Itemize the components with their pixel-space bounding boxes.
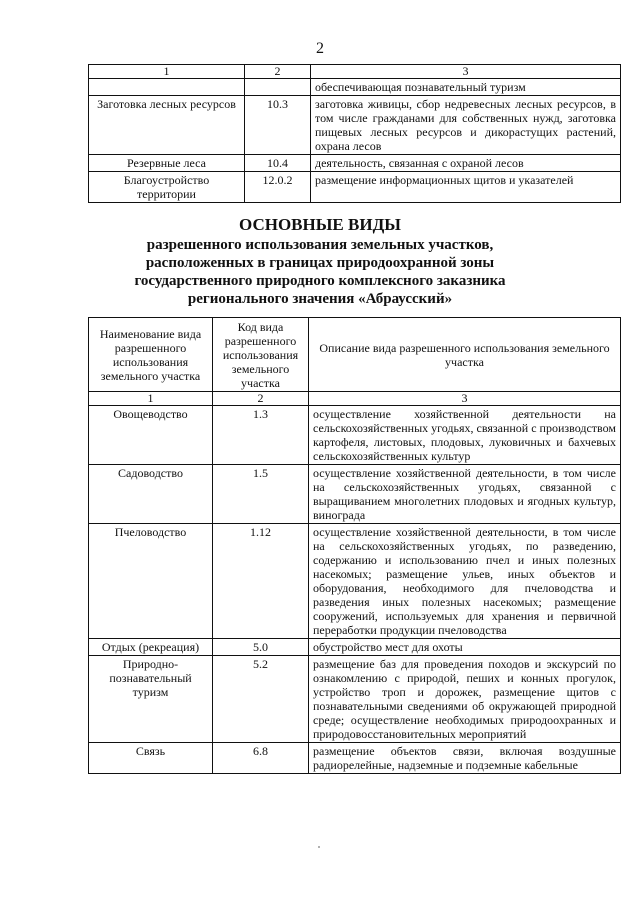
use-description: размещение баз для проведения походов и экскурсий по ознакомлению с природой, пеших и конных прогулок, устройство троп и дорожек, размещение щитов с познавательными сведениями об окружающей природной среде; осуществление необходимых природоохранных и природовосстановительных мероприятий (309, 656, 621, 743)
use-description: размещение объектов связи, включая воздушные радиорелейные, надземные и подземные кабельные (309, 743, 621, 774)
heading-line: разрешенного использования земельных участков, (146, 237, 494, 253)
use-code: 5.2 (213, 656, 309, 743)
use-description: обустройство мест для охоты (309, 639, 621, 656)
use-code: 10.4 (245, 155, 311, 172)
use-name: Природно-познавательный туризм (89, 656, 213, 743)
table-column-numbers (89, 392, 621, 406)
use-code: 1.3 (213, 406, 309, 465)
table-row (89, 406, 621, 465)
table-header-row (89, 318, 621, 392)
column-number: 2 (245, 65, 311, 79)
use-name: Садоводство (89, 465, 213, 524)
table-row (89, 639, 621, 656)
table-row (89, 172, 621, 203)
table-row (89, 465, 621, 524)
use-description: осуществление хозяйственной деятельности, в том числе на сельскохозяйственных угодьях, связанной с выращиванием многолетних плодовых и ягодных культур, винограда (309, 465, 621, 524)
header-name: Наименование вида разрешенного использования земельного участка (89, 318, 213, 392)
heading-title: ОСНОВНЫЕ ВИДЫ (239, 215, 401, 234)
table-row (89, 524, 621, 639)
table-row (89, 79, 621, 96)
header-description: Описание вида разрешенного использования земельного участка (309, 318, 621, 392)
section-heading (0, 214, 640, 308)
column-number: 3 (309, 392, 621, 406)
use-description: деятельность, связанная с охраной лесов (311, 155, 621, 172)
table-row (89, 656, 621, 743)
use-code: 1.5 (213, 465, 309, 524)
use-name: Овощеводство (89, 406, 213, 465)
table-column-numbers (89, 65, 621, 79)
use-name: Заготовка лесных ресурсов (89, 96, 245, 155)
use-name: Пчеловодство (89, 524, 213, 639)
use-code: 1.12 (213, 524, 309, 639)
use-name: Резервные леса (89, 155, 245, 172)
use-description: заготовка живицы, сбор недревесных лесных ресурсов, в том числе гражданами для собственных нужд, заготовка пищевых лесных ресурсов и дикорастущих растений, охрана лесов (311, 96, 621, 155)
use-code: 12.0.2 (245, 172, 311, 203)
heading-line: государственного природного комплексного заказника (134, 273, 506, 289)
table-row (89, 743, 621, 774)
header-code: Код вида разрешенного использования земельного участка (213, 318, 309, 392)
use-code: 5.0 (213, 639, 309, 656)
column-number: 2 (213, 392, 309, 406)
table-land-use-continued (88, 64, 621, 203)
heading-line: расположенных в границах природоохранной зоны (145, 255, 495, 271)
use-description: обеспечивающая познавательный туризм (311, 79, 621, 96)
use-description: размещение информационных щитов и указателей (311, 172, 621, 203)
table-main-land-use (88, 317, 621, 774)
use-code (245, 79, 311, 96)
scan-speck (318, 846, 320, 848)
column-number: 3 (311, 65, 621, 79)
table-row (89, 96, 621, 155)
use-name (89, 79, 245, 96)
page-number: 2 (316, 40, 324, 57)
column-number: 1 (89, 65, 245, 79)
table-row (89, 155, 621, 172)
use-name: Связь (89, 743, 213, 774)
use-description: осуществление хозяйственной деятельности, в том числе на сельскохозяйственных угодьях, по разведению, содержанию и использованию пчел и иных полезных насекомых; размещение ульев, иных объектов и оборудования, необходимого для пчеловодства и разведения иных полезных насекомых; размещение сооружений, используемых для хранения и первичной переработки продукции пчеловодства (309, 524, 621, 639)
use-code: 10.3 (245, 96, 311, 155)
use-code: 6.8 (213, 743, 309, 774)
use-name: Благоустройство территории (89, 172, 245, 203)
heading-line: регионального значения «Абраусский» (187, 291, 453, 307)
use-name: Отдых (рекреация) (89, 639, 213, 656)
column-number: 1 (89, 392, 213, 406)
use-description: осуществление хозяйственной деятельности на сельскохозяйственных угодьях, связанной с производством картофеля, листовых, плодовых, луковичных и бахчевых сельскохозяйственных культур (309, 406, 621, 465)
